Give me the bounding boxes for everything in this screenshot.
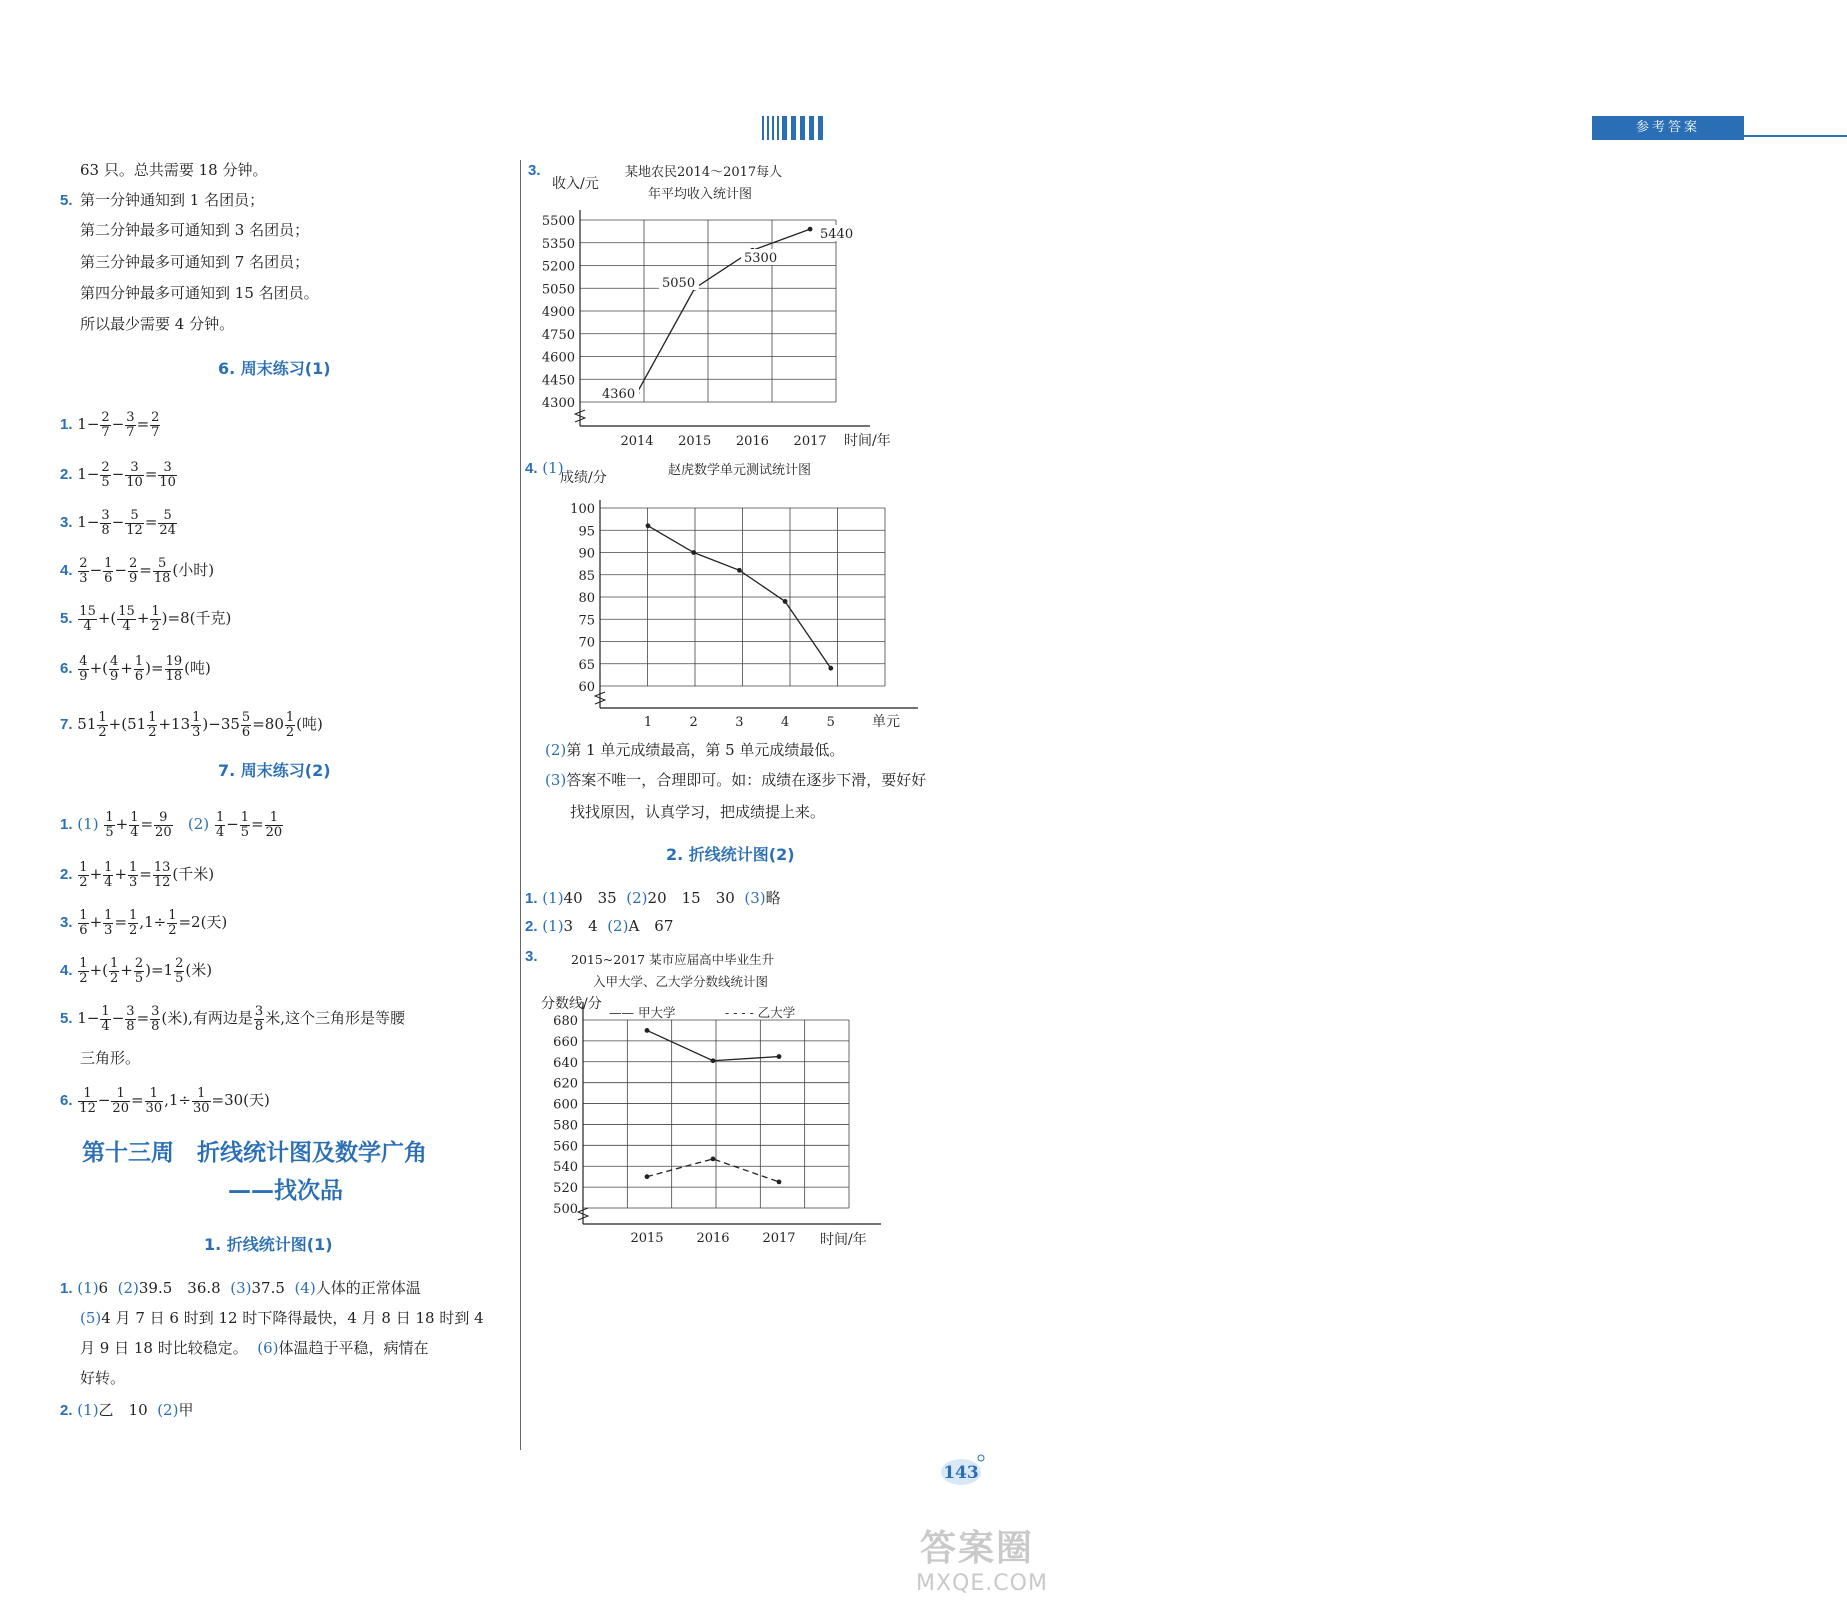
chart-y-tick-label: 620 bbox=[553, 1076, 578, 1092]
score-line-chart bbox=[560, 458, 920, 736]
sec1-q1-line-4: 好转。 bbox=[80, 1369, 126, 1387]
chart-y-tick-label: 4450 bbox=[541, 373, 575, 389]
chart-series-line-2 bbox=[647, 1159, 779, 1182]
chart-y-tick-label: 5200 bbox=[541, 259, 575, 275]
sec7-q5: 5. 1− $\frac{1}{4}$ − $\frac{3}{8}$ = $\frac{3}{8}$ (米),有两边是 $\frac{3}{8}$ 米,这个三角形是等腰 bbox=[60, 1003, 405, 1034]
income-line-chart bbox=[540, 160, 920, 460]
right-q4-3: (3)答案不唯一，合理即可。如：成绩在逐步下滑，要好好 bbox=[545, 771, 927, 789]
chart-data-label: 4360 bbox=[602, 387, 636, 402]
watermark-line-2: MXQE.COM bbox=[916, 1571, 1048, 1596]
chart-title-line-2: 入甲大学、乙大学分数线统计图 bbox=[593, 974, 769, 989]
chart-data-point bbox=[777, 1179, 782, 1184]
chart-y-tick-label: 4300 bbox=[541, 396, 575, 411]
chart-x-tick-label: 2016 bbox=[735, 434, 769, 449]
section-2-title: 2. 折线统计图(2) bbox=[666, 845, 795, 864]
header-stripes bbox=[762, 116, 1085, 140]
chart-y-tick-label: 5050 bbox=[541, 282, 575, 298]
chart-x-axis-label: 时间/年 bbox=[844, 433, 891, 449]
page-number-badge bbox=[936, 1452, 986, 1488]
chart-title-line-1: 某地农民2014～2017每人 bbox=[625, 165, 783, 180]
sec1-q1-line-3: 月 9 日 18 时比较稳定。 (6)体温趋于平稳，病情在 bbox=[80, 1339, 429, 1357]
right-q3-number: 3. bbox=[528, 162, 541, 179]
chart-title-line-2: 年平均收入统计图 bbox=[648, 187, 753, 202]
chart-y-tick-label: 85 bbox=[578, 568, 595, 584]
chart-y-tick-label: 580 bbox=[553, 1118, 578, 1134]
sec2-q1: 1. (1)40 35 (2)20 15 30 (3)略 bbox=[525, 889, 781, 907]
sec6-q3: 3. 1− $\frac{3}{8}$ − $\frac{5}{12}$ = $\frac{5}{24}$ bbox=[60, 507, 176, 538]
chart-data-label: 5300 bbox=[744, 251, 778, 266]
chart-series-line-1 bbox=[647, 1030, 779, 1060]
chart-y-tick-label: 70 bbox=[578, 635, 595, 651]
section-1-title: 1. 折线统计图(1) bbox=[204, 1235, 333, 1254]
sec1-q2: 2. (1)乙 10 (2)甲 bbox=[60, 1401, 194, 1419]
chart-x-axis-label: 单元 bbox=[872, 714, 900, 730]
chart-x-tick-label: 2015 bbox=[630, 1231, 664, 1246]
chart-data-point bbox=[711, 1058, 716, 1063]
watermark-logo bbox=[910, 1520, 1085, 1600]
chart-legend-yi: - - - - 乙大学 bbox=[725, 1005, 796, 1020]
bubble-dot-icon bbox=[978, 1455, 984, 1461]
chart-y-tick-label: 520 bbox=[553, 1181, 578, 1197]
chart-x-tick-label: 2015 bbox=[678, 434, 712, 449]
right-q4-2: (2)第 1 单元成绩最高，第 5 单元成绩最低。 bbox=[545, 741, 845, 759]
header-label: 参考答案 bbox=[1592, 116, 1744, 140]
q5-line-4: 第四分钟最多可通知到 15 名团员。 bbox=[80, 284, 319, 302]
axis-break-icon bbox=[578, 1208, 588, 1220]
cutoff-line-chart bbox=[535, 948, 885, 1248]
chart-x-tick-label: 1 bbox=[643, 715, 653, 730]
sec6-q7: 7. 51 $\frac{1}{2}$ +(51 $\frac{1}{2}$ +13 $\frac{1}{3}$ )−35 $\frac{5}{6}$ =80 $\frac{1}{2}$ (吨) bbox=[60, 709, 323, 740]
chart-x-tick-label: 2017 bbox=[793, 434, 827, 449]
chart-data-point bbox=[646, 523, 651, 528]
sec7-q1: 1. (1) $\frac{1}{5}$ + $\frac{1}{4}$ = $\frac{9}{20}$ (2) $\frac{1}{4}$ − $\frac{1}{5}$ = $\frac{1}{20}$ bbox=[60, 809, 283, 840]
section-6-title: 6. 周末练习(1) bbox=[218, 359, 331, 378]
chart-y-tick-label: 640 bbox=[553, 1055, 578, 1071]
sec7-q5-line-2: 三角形。 bbox=[80, 1049, 141, 1067]
chart-y-tick-label: 80 bbox=[578, 591, 595, 606]
chart-y-tick-label: 60 bbox=[578, 680, 595, 695]
chart-y-tick-label: 90 bbox=[578, 546, 595, 562]
chart-y-tick-label: 75 bbox=[578, 613, 595, 629]
chart-data-point bbox=[711, 1157, 716, 1162]
axis-break-icon bbox=[575, 410, 585, 422]
chart-y-axis-label: 成绩/分 bbox=[560, 470, 607, 486]
week-title-line-1: 第十三周 折线统计图及数学广角 bbox=[82, 1140, 427, 1166]
chart-legend-jia: —— 甲大学 bbox=[609, 1005, 676, 1020]
chart-y-tick-label: 100 bbox=[570, 502, 595, 517]
chart-y-tick-label: 560 bbox=[553, 1139, 578, 1155]
chart-data-point bbox=[777, 1054, 782, 1059]
sec6-q6: 6. $\frac{4}{9}$ +( $\frac{4}{9}$ + $\frac{1}{6}$ )= $\frac{19}{18}$ (吨) bbox=[60, 653, 211, 684]
q5-line-1: 第一分钟通知到 1 名团员； bbox=[80, 191, 265, 209]
chart-y-tick-label: 95 bbox=[578, 524, 595, 540]
chart-x-tick-label: 4 bbox=[780, 715, 790, 730]
chart-y-tick-label: 660 bbox=[553, 1034, 578, 1050]
column-divider bbox=[520, 160, 521, 1450]
sec6-q1: 1. 1− $\frac{2}{7}$ − $\frac{3}{7}$ = $\frac{2}{7}$ bbox=[60, 409, 160, 440]
chart-x-tick-label: 2 bbox=[689, 715, 698, 730]
chart-y-tick-label: 680 bbox=[553, 1014, 578, 1029]
q5-line-2: 第二分钟最多可通知到 3 名团员； bbox=[80, 221, 310, 239]
chart-y-tick-label: 4750 bbox=[541, 327, 575, 343]
q5-line-5: 所以最少需要 4 分钟。 bbox=[80, 315, 235, 333]
header-rule bbox=[1744, 135, 1847, 137]
chart-y-tick-label: 5350 bbox=[541, 236, 575, 252]
q5-line-3: 第三分钟最多可通知到 7 名团员； bbox=[80, 253, 310, 271]
watermark-line-1: 答案圈 bbox=[920, 1528, 1035, 1569]
sec2-q3-number: 3. bbox=[525, 948, 538, 965]
sec6-q5: 5. $\frac{15}{4}$ +( $\frac{15}{4}$ + $\frac{1}{2}$ )=8(千克) bbox=[60, 603, 232, 634]
axis-break-icon bbox=[595, 692, 605, 704]
sec6-q4: 4. $\frac{2}{3}$ − $\frac{1}{6}$ − $\frac{2}{9}$ = $\frac{5}{18}$ (小时) bbox=[60, 555, 215, 586]
page-number: 143 bbox=[943, 1463, 979, 1483]
chart-title-line-1: 2015~2017 某市应届高中毕业生升 bbox=[571, 952, 775, 967]
chart-y-tick-label: 5500 bbox=[541, 214, 575, 229]
chart-x-tick-label: 2014 bbox=[620, 434, 654, 449]
chart-x-axis-label: 时间/年 bbox=[820, 1232, 867, 1248]
chart-data-point bbox=[808, 227, 813, 232]
sec2-q2: 2. (1)3 4 (2)A 67 bbox=[525, 917, 674, 935]
chart-data-label: 5440 bbox=[820, 227, 854, 242]
chart-data-point bbox=[828, 666, 833, 671]
chart-y-axis-label: 分数线/分 bbox=[541, 996, 602, 1012]
chart-data-point bbox=[783, 599, 788, 604]
chart-x-tick-label: 2016 bbox=[696, 1231, 730, 1246]
chart-x-tick-label: 5 bbox=[826, 715, 835, 730]
chart-y-tick-label: 4600 bbox=[541, 350, 575, 366]
continuation-line: 63 只。总共需要 18 分钟。 bbox=[80, 161, 268, 179]
chart-x-tick-label: 2017 bbox=[762, 1231, 796, 1246]
sec1-q1-line-1: 1. (1)6 (2)39.5 36.8 (3)37.5 (4)人体的正常体温 bbox=[60, 1279, 421, 1297]
sec7-q6: 6. $\frac{1}{12}$ − $\frac{1}{20}$ = $\frac{1}{30}$ ,1÷ $\frac{1}{30}$ =30(天) bbox=[60, 1085, 270, 1116]
right-q4-3-line-2: 找找原因，认真学习，把成绩提上来。 bbox=[570, 803, 826, 821]
chart-y-axis-label: 收入/元 bbox=[552, 176, 599, 192]
chart-y-tick-label: 65 bbox=[578, 657, 595, 673]
chart-y-tick-label: 500 bbox=[553, 1202, 578, 1217]
chart-data-point bbox=[645, 1028, 650, 1033]
sec6-q2: 2. 1− $\frac{2}{5}$ − $\frac{3}{10}$ = $\frac{3}{10}$ bbox=[60, 459, 176, 490]
chart-x-tick-label: 3 bbox=[735, 715, 744, 730]
sec1-q1-line-2: (5)4 月 7 日 6 时到 12 时下降得最快，4 月 8 日 18 时到 4 bbox=[80, 1309, 484, 1327]
chart-data-point bbox=[737, 568, 742, 573]
sec7-q3: 3. $\frac{1}{6}$ + $\frac{1}{3}$ = $\frac{1}{2}$ ,1÷ $\frac{1}{2}$ =2(天) bbox=[60, 907, 228, 938]
chart-data-label: 5050 bbox=[662, 276, 696, 291]
right-q4-number: 4. (1) bbox=[525, 459, 564, 477]
sec7-q2: 2. $\frac{1}{2}$ + $\frac{1}{4}$ + $\frac{1}{3}$ = $\frac{13}{12}$ (千米) bbox=[60, 859, 215, 890]
chart-title-line-1: 赵虎数学单元测试统计图 bbox=[668, 463, 812, 478]
sec7-q4: 4. $\frac{1}{2}$ +( $\frac{1}{2}$ + $\frac{2}{5}$ )=1 $\frac{2}{5}$ (米) bbox=[60, 955, 213, 986]
week-title-line-2: ——找次品 bbox=[228, 1178, 343, 1204]
q5-number: 5. bbox=[60, 192, 73, 209]
chart-y-tick-label: 600 bbox=[553, 1097, 578, 1113]
header-band bbox=[762, 116, 1700, 140]
section-7-title: 7. 周末练习(2) bbox=[218, 761, 331, 780]
chart-y-tick-label: 540 bbox=[553, 1160, 578, 1176]
chart-data-point bbox=[691, 550, 696, 555]
chart-y-tick-label: 4900 bbox=[541, 305, 575, 320]
chart-data-point bbox=[645, 1174, 650, 1179]
